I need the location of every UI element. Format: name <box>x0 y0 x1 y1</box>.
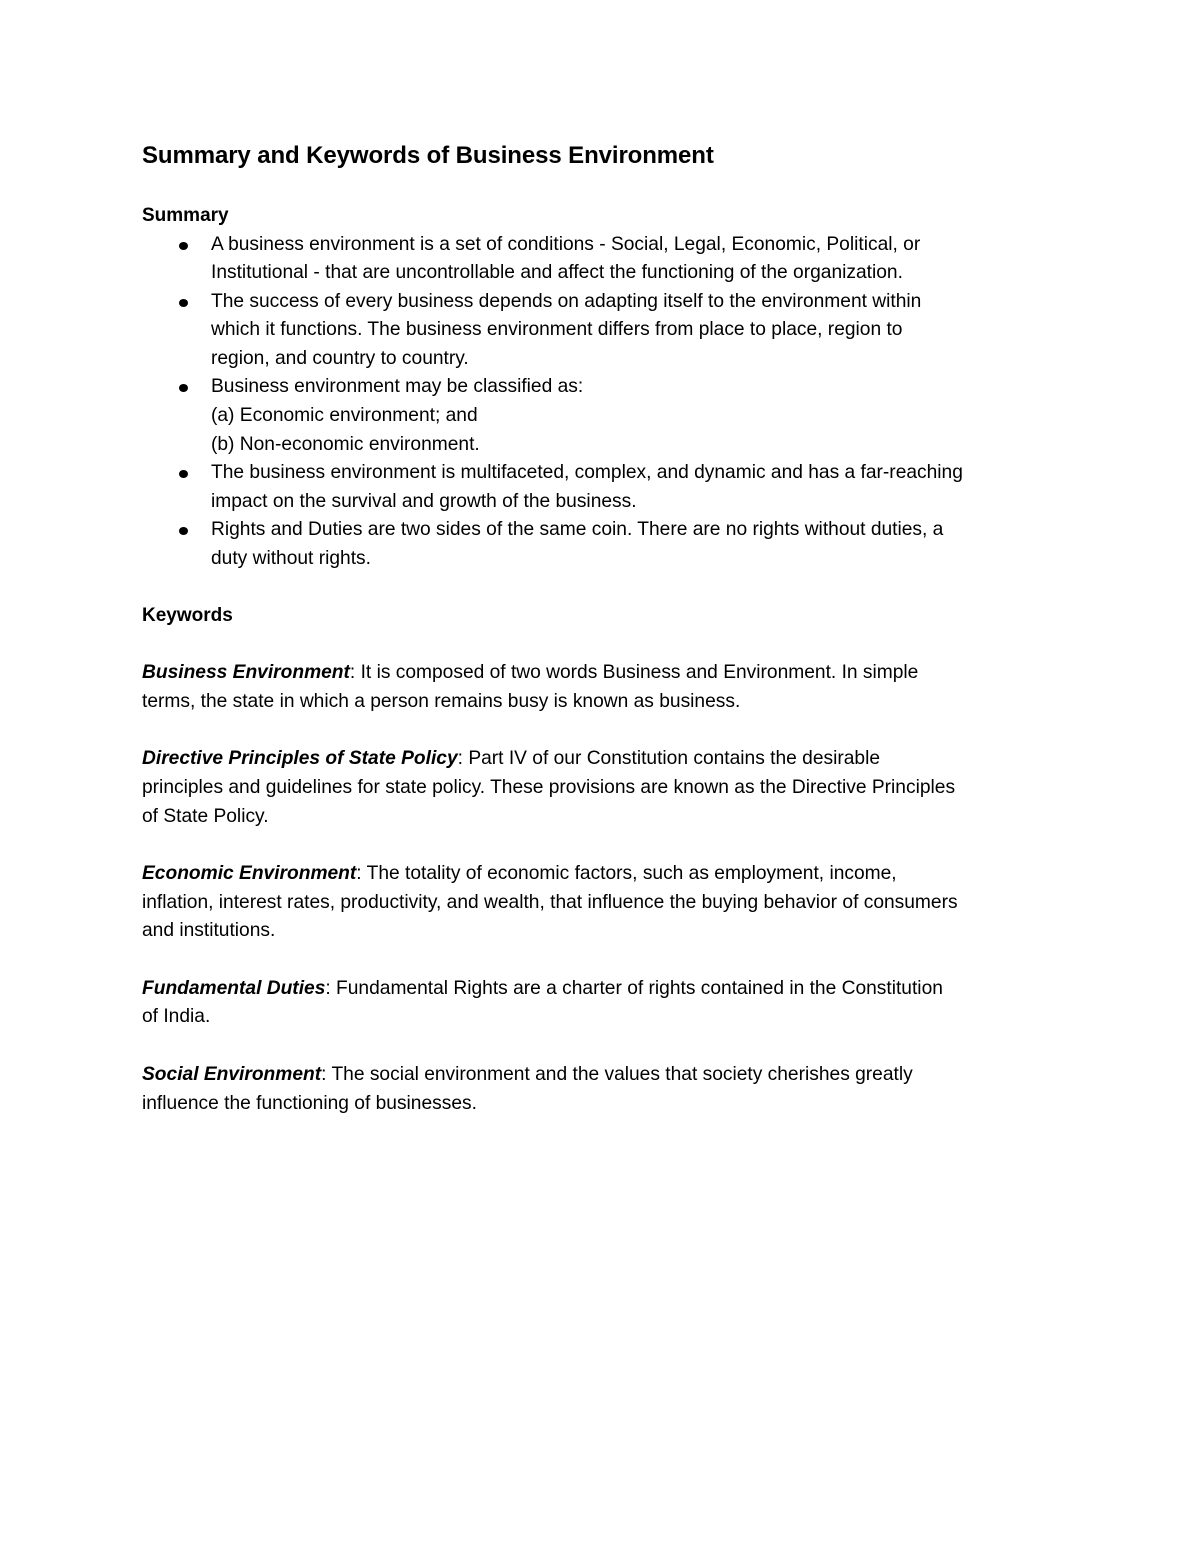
keyword-definition-line: : It is composed of two words Business and Environment. In simple <box>349 662 919 684</box>
keyword-definition-line: of India. <box>142 1006 211 1028</box>
keyword-definition-line: : The totality of economic factors, such as employment, income, <box>356 863 897 885</box>
keywords-heading: Keywords <box>142 604 233 626</box>
summary-item <box>142 288 1072 374</box>
summary-item-line: (a) Economic environment; and <box>211 405 478 427</box>
summary-item-line: region, and country to country. <box>211 347 469 369</box>
keyword-definition-line: of State Policy. <box>142 805 269 827</box>
summary-item-line: The business environment is multifaceted, complex, and dynamic and has a far-reaching <box>211 462 963 484</box>
keyword-definition-line: : Fundamental Rights are a charter of rights contained in the Constitution <box>325 977 943 999</box>
summary-item-line: Business environment may be classified as: <box>211 376 584 398</box>
bullet-icon <box>179 527 188 535</box>
document-page <box>142 138 1072 1118</box>
keyword-definition-line: principles and guidelines for state policy. These provisions are known as the Directive Principles <box>142 776 956 798</box>
keyword-term: Business Environment <box>142 662 350 684</box>
keyword-term: Fundamental Duties <box>142 977 326 999</box>
keyword-definition-line: : The social environment and the values that society cherishes greatly <box>321 1064 913 1086</box>
keyword-term: Economic Environment <box>142 863 357 885</box>
bullet-icon <box>179 470 188 478</box>
keyword-definition-line: inflation, interest rates, productivity, and wealth, that influence the buying behavior of consumers <box>142 891 958 913</box>
summary-item-line: duty without rights. <box>211 548 371 570</box>
summary-item-line: A business environment is a set of conditions - Social, Legal, Economic, Political, or <box>211 233 921 255</box>
bullet-icon <box>179 242 188 250</box>
summary-item-line: The success of every business depends on adapting itself to the environment within <box>211 290 922 312</box>
bullet-icon <box>179 299 188 307</box>
keyword-entry <box>142 1061 1072 1118</box>
summary-item-line: (b) Non-economic environment. <box>211 433 480 455</box>
summary-item-line: Rights and Duties are two sides of the same coin. There are no rights without duties, a <box>211 519 944 541</box>
summary-list <box>142 231 1072 574</box>
summary-item <box>142 459 1072 516</box>
keyword-definition-line: : Part IV of our Constitution contains the desirable <box>457 748 881 770</box>
summary-item <box>142 373 1072 459</box>
keyword-entry <box>142 860 1072 946</box>
summary-item-line: Institutional - that are uncontrollable and affect the functioning of the organization. <box>211 262 903 284</box>
bullet-icon <box>179 384 188 392</box>
summary-heading: Summary <box>142 205 229 226</box>
keyword-definition-line: influence the functioning of businesses. <box>142 1092 477 1114</box>
keyword-entry <box>142 975 1072 1032</box>
keyword-entry <box>142 659 1072 716</box>
keyword-definition-line: and institutions. <box>142 920 276 942</box>
keyword-term: Directive Principles of State Policy <box>142 748 458 770</box>
keyword-entry <box>142 745 1072 831</box>
document-title: Summary and Keywords of Business Environment <box>142 142 714 169</box>
summary-item-line: impact on the survival and growth of the business. <box>211 490 637 512</box>
summary-item <box>142 516 1072 573</box>
keyword-definition-line: terms, the state in which a person remains busy is known as business. <box>142 690 741 712</box>
summary-item <box>142 231 1072 288</box>
summary-item-line: which it functions. The business environment differs from place to place, region to <box>211 319 903 341</box>
keyword-term: Social Environment <box>142 1064 322 1086</box>
